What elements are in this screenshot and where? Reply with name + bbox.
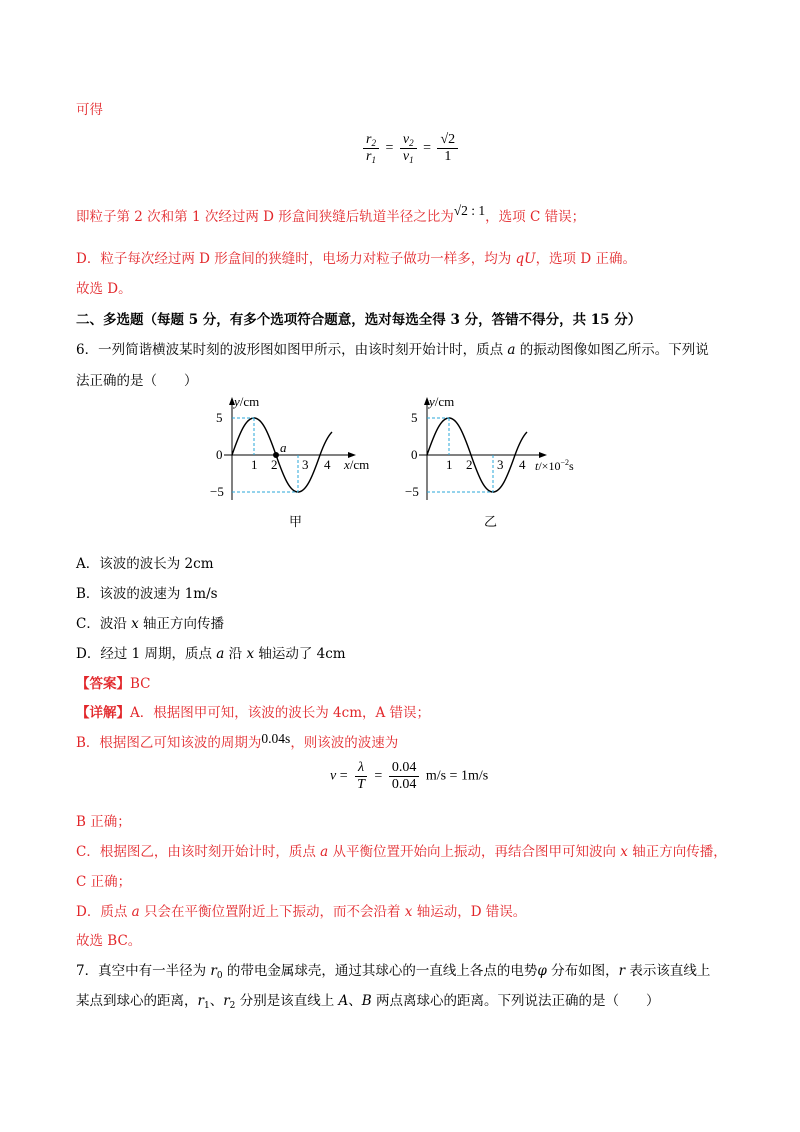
detail-c-correct: C 正确； [76, 874, 132, 890]
detail-line-b: B．根据图乙可知该波的周期为0.04s，则该波的波速为 [76, 731, 399, 751]
text-choose-d: 故选 D。 [76, 281, 132, 297]
point-a-label: a [280, 440, 287, 455]
x-axis-label: x/cm [344, 457, 370, 472]
tick-label-t1: 1 [446, 457, 453, 472]
option-b[interactable]: B．该波的波速为 1m/s [76, 586, 218, 602]
text-option-d-work: D．粒子每次经过两 D 形盒间的狭缝时，电场力对粒子做功一样多，均为 qU，选项 D 正确。 [76, 251, 636, 267]
detail-line-c: C．根据图乙，由该时刻开始计时，质点 a 从平衡位置开始向上振动，再结合图甲可知波向 x 轴正方向传播， [76, 844, 727, 860]
tick-label-t3: 3 [497, 457, 504, 472]
answer-line: 【答案】BC [76, 676, 151, 692]
tick-label-yneg5: −5 [405, 484, 419, 499]
question-6-stem-line1: 6．一列简谐横波某时刻的波形图如图甲所示，由该时刻开始计时，质点 a 的振动图像如图乙所示。下列说 [76, 342, 709, 358]
question-7-stem-line1: 7．真空中有一半径为 $r_0$ 的带电金属球壳，通过其球心的一直线上各点的电势φ 分布如图，r 表示该直线上 [76, 963, 711, 981]
detail-conclusion: 故选 BC。 [76, 933, 142, 949]
tick-label-t2: 2 [466, 457, 473, 472]
tick-label-x3: 3 [302, 457, 309, 472]
figure-caption-left: 甲 [289, 514, 303, 529]
vibration-graph-right [405, 392, 605, 532]
tick-label-x2: 2 [271, 457, 278, 472]
tick-label-y5: 5 [216, 410, 223, 425]
question-6-stem-line2: 法正确的是（ ） [76, 373, 198, 389]
detail-b-correct: B 正确； [76, 814, 131, 830]
tick-label-y5: 5 [411, 410, 418, 425]
text-kede: 可得 [76, 102, 103, 118]
option-a[interactable]: A．该波的波长为 2cm [76, 556, 214, 572]
tick-label-t4: 4 [519, 457, 526, 472]
tick-label-x4: 4 [324, 457, 331, 472]
tick-label-y0: 0 [411, 447, 418, 462]
detail-line-d: D．质点 a 只会在平衡位置附近上下振动，而不会沿着 x 轴运动，D 错误。 [76, 904, 527, 920]
wave-graph-left [210, 392, 385, 532]
detail-line-a: 【详解】A．根据图甲可知，该波的波长为 4cm，A 错误； [76, 705, 431, 721]
t-axis-arrow [539, 452, 547, 458]
y-axis-label: y/cm [429, 394, 455, 409]
option-c[interactable]: C．波沿 x 轴正方向传播 [76, 616, 225, 632]
option-d[interactable]: D．经过 1 周期，质点 a 沿 x 轴运动了 4cm [76, 646, 346, 662]
tick-label-x1: 1 [251, 457, 258, 472]
equation-radius-ratio: $\frac{r_2}{r_1}$ = $\frac{v_2}{v_1}$ = $\frac{√2}{1}$ [360, 132, 461, 165]
equation-wave-speed: v = $\frac{\lambda}{T}$ = $\frac{0.04}{0.04}$ m/s = 1m/s [330, 760, 489, 792]
section-title-multiple-choice: 二、多选题（每题 5 分，有多个选项符合题意，选对每选全得 3 分，答错不得分，共 15 分） [76, 312, 642, 328]
tick-label-y0: 0 [216, 447, 223, 462]
t-axis-label: $t/\times 10^{-2}s$ [535, 458, 574, 473]
question-7-stem-line2: 某点到球心的距离，$r_1$、$r_2$ 分别是该直线上 A、B 两点离球心的距离。下列说法正确的是（ ） [76, 993, 660, 1011]
y-axis-label: y/cm [234, 394, 260, 409]
tick-label-yneg5: −5 [210, 484, 224, 499]
figure-caption-right: 乙 [484, 514, 498, 529]
text-radius-ratio: 即粒子第 2 次和第 1 次经过两 D 形盒间狭缝后轨道半径之比为√2 : 1，选项 C 错误； [76, 203, 586, 225]
